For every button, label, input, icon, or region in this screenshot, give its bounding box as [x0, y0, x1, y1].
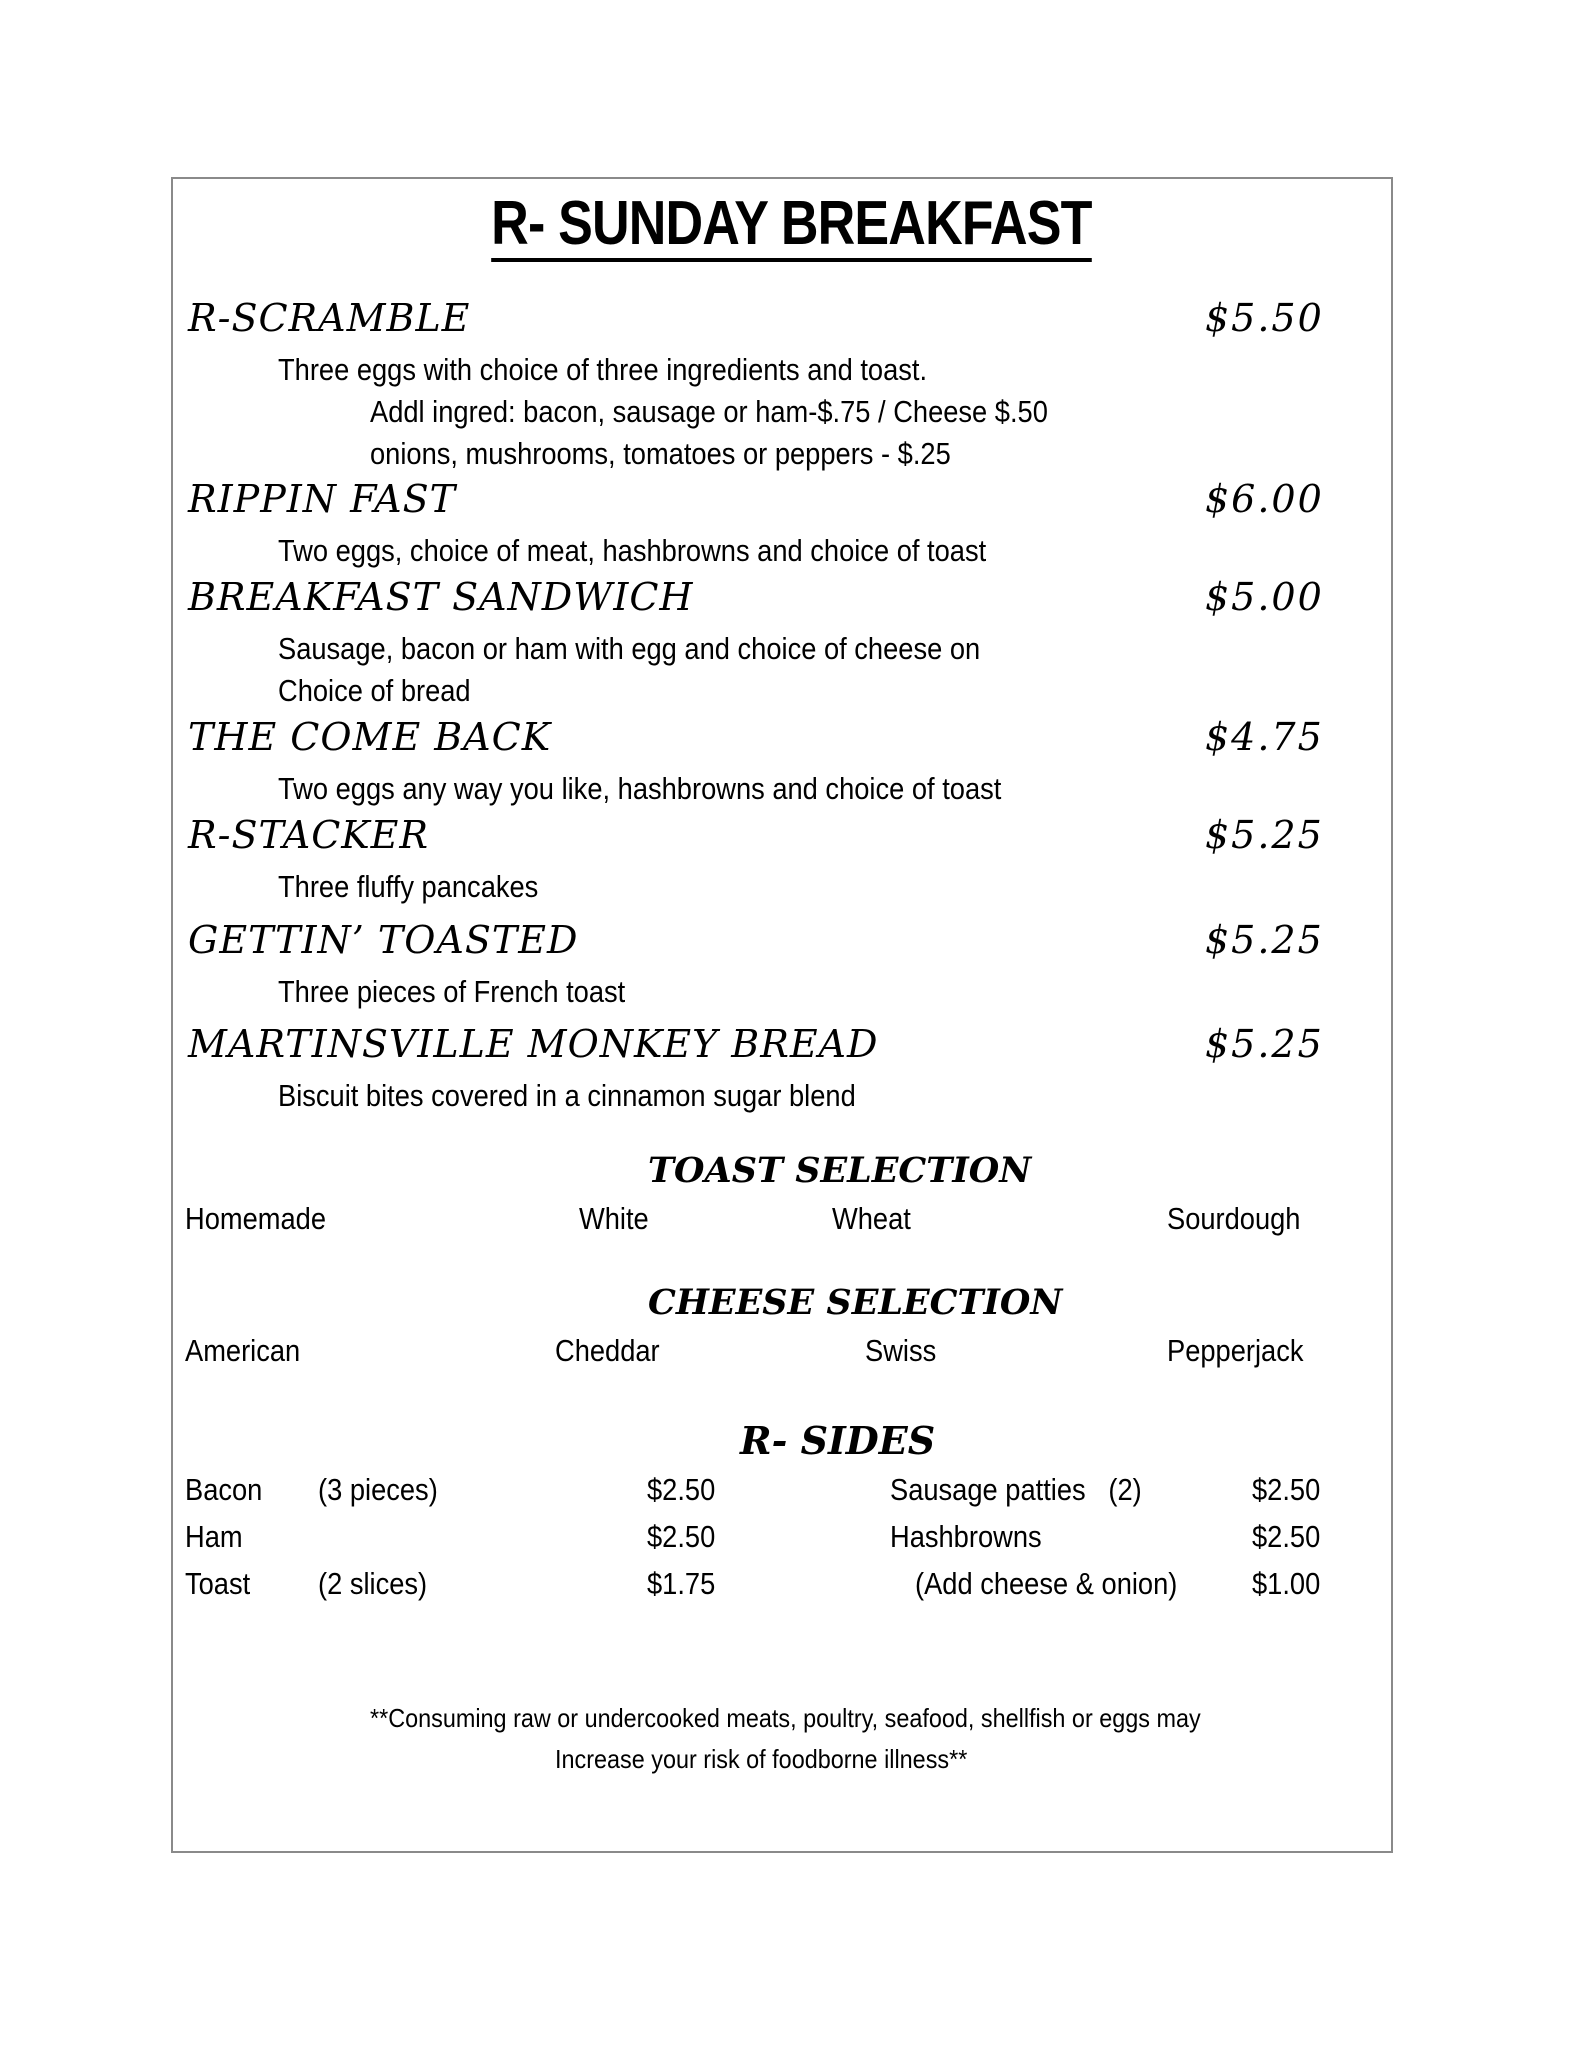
side-name: Toast	[185, 1566, 251, 1601]
side-price: $1.75	[647, 1566, 716, 1601]
toast-option: Homemade	[185, 1201, 327, 1236]
side-name: (Add cheese & onion)	[915, 1566, 1178, 1601]
item-desc: Biscuit bites covered in a cinnamon sugar blend	[278, 1078, 856, 1113]
cheese-option: Pepperjack	[1167, 1333, 1304, 1368]
sides-heading: R- SIDES	[740, 1418, 936, 1463]
item-price-martinsville-monkey-bread: $5.25	[1205, 1022, 1324, 1066]
cheese-option: American	[185, 1333, 301, 1368]
item-price-the-come-back: $4.75	[1205, 715, 1324, 759]
toast-option: Wheat	[832, 1201, 911, 1236]
item-price-r-stacker: $5.25	[1205, 813, 1324, 857]
cheese-option: Cheddar	[555, 1333, 660, 1368]
item-desc: Three eggs with choice of three ingredients and toast.	[278, 352, 928, 387]
side-name: Ham	[185, 1519, 243, 1554]
toast-option: White	[579, 1201, 649, 1236]
item-price-gettin-toasted: $5.25	[1205, 918, 1324, 962]
item-name-r-scramble: R-SCRAMBLE	[188, 296, 471, 340]
side-price: $2.50	[1252, 1519, 1321, 1554]
cheese-selection-heading: CHEESE SELECTION	[648, 1282, 1063, 1323]
side-name: Hashbrowns	[890, 1519, 1042, 1554]
side-price: $1.00	[1252, 1566, 1321, 1601]
item-name-martinsville-monkey-bread: MARTINSVILLE MONKEY BREAD	[188, 1022, 879, 1066]
item-subdesc: Addl ingred: bacon, sausage or ham-$.75 / Cheese $.50	[370, 394, 1048, 429]
item-subdesc: onions, mushrooms, tomatoes or peppers - $.25	[370, 436, 951, 471]
item-price-rippin-fast: $6.00	[1205, 477, 1324, 521]
item-name-breakfast-sandwich: BREAKFAST SANDWICH	[188, 575, 694, 619]
item-name-gettin-toasted: GETTIN’ TOASTED	[188, 918, 579, 962]
side-name: Sausage patties (2)	[890, 1472, 1142, 1507]
item-desc: Choice of bread	[278, 673, 471, 708]
item-desc: Two eggs, choice of meat, hashbrowns and choice of toast	[278, 533, 987, 568]
side-qty: (2 slices)	[318, 1566, 428, 1601]
item-name-the-come-back: THE COME BACK	[188, 715, 552, 759]
toast-option: Sourdough	[1167, 1201, 1301, 1236]
toast-selection-heading: TOAST SELECTION	[648, 1150, 1032, 1191]
item-desc: Three fluffy pancakes	[278, 869, 539, 904]
item-desc: Two eggs any way you like, hashbrowns and choice of toast	[278, 771, 1002, 806]
side-price: $2.50	[647, 1472, 716, 1507]
side-qty: (3 pieces)	[318, 1472, 438, 1507]
side-price: $2.50	[1252, 1472, 1321, 1507]
cheese-option: Swiss	[865, 1333, 937, 1368]
side-price: $2.50	[647, 1519, 716, 1554]
item-desc: Sausage, bacon or ham with egg and choice of cheese on	[278, 631, 981, 666]
item-price-breakfast-sandwich: $5.00	[1205, 575, 1324, 619]
item-desc: Three pieces of French toast	[278, 974, 626, 1009]
item-price-r-scramble: $5.50	[1205, 296, 1324, 340]
food-safety-notice: Increase your risk of foodborne illness**	[555, 1744, 968, 1774]
menu-title: R- SUNDAY BREAKFAST	[0, 190, 1582, 262]
side-name: Bacon	[185, 1472, 263, 1507]
item-name-r-stacker: R-STACKER	[188, 813, 430, 857]
item-name-rippin-fast: RIPPIN FAST	[188, 477, 456, 521]
food-safety-notice: **Consuming raw or undercooked meats, poultry, seafood, shellfish or eggs may	[370, 1703, 1201, 1733]
